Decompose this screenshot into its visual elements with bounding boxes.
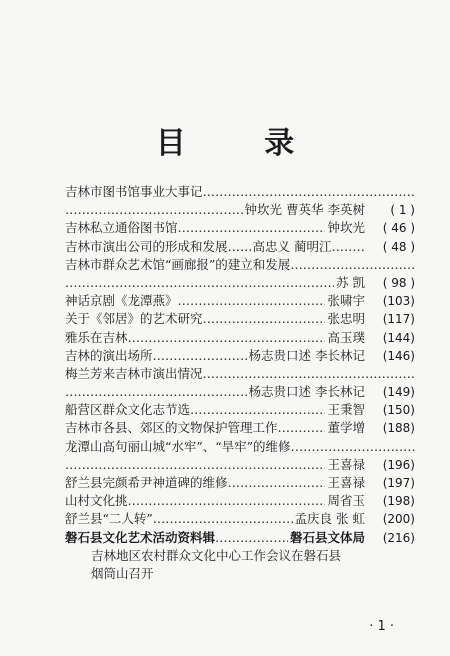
toc-entry[interactable] [65, 529, 415, 547]
toc-entry-title: 吉林市演出公司的形成和发展……高忠义 蔺明江 [65, 238, 332, 254]
toc-entry-author: 王喜禄 [327, 456, 365, 472]
toc-entry-page: (150) [382, 403, 415, 418]
toc-entry-author: 王秉智 [327, 402, 365, 418]
dot-leader [190, 401, 325, 419]
toc-entry-title: 关于《邻居》的艺术研究 [65, 311, 203, 327]
toc-entry-title: 山村文化挑 [65, 493, 128, 509]
dot-leader [65, 383, 247, 401]
toc-entry[interactable] [65, 274, 415, 292]
toc-entry-author: 钟坎光 [327, 220, 365, 236]
toc-entry[interactable] [65, 383, 415, 401]
toc-entry-page: (144) [382, 330, 415, 345]
toc-entry-page: (200) [382, 512, 415, 527]
dot-leader [215, 529, 288, 547]
toc-entry-author: 苏 凯 [336, 274, 365, 290]
toc-entry[interactable] [65, 401, 415, 419]
toc-entry-author: 王喜禄 [327, 475, 365, 490]
toc-entry[interactable] [65, 492, 415, 510]
toc-entry-author: 杨志贵口述 李长林记 [248, 384, 365, 400]
toc-entry-author: 张啸宇 [327, 293, 365, 309]
dot-leader [128, 492, 326, 510]
toc-entry-author: 孟庆良 张 虹 [294, 511, 365, 527]
dot-leader [178, 219, 326, 237]
toc-entry-page: ( 1 ) [390, 203, 415, 218]
toc-entry-page: (198) [382, 494, 415, 509]
dot-leader [228, 474, 326, 492]
dot-leader [153, 347, 247, 365]
toc-entry[interactable] [65, 438, 415, 456]
toc-entry[interactable] [65, 201, 415, 219]
toc-entry[interactable] [65, 219, 415, 237]
toc-entry-page: (103) [382, 294, 415, 309]
toc-entry-page: (149) [382, 385, 415, 400]
toc-entry-title: 舒兰县完颜希尹神道碑的维修 [65, 475, 228, 490]
toc-entry-page: (196) [382, 457, 415, 472]
toc-entry-title: 雅乐在吉林 [65, 329, 128, 345]
toc-note-line: 吉林地区农村群众文化中心工作会议在磐石县 [91, 547, 342, 563]
dot-leader [203, 310, 326, 328]
toc-entry-page: (197) [382, 476, 415, 490]
toc-entry-page: ( 98 ) [382, 275, 415, 290]
toc-entry-page: (216) [382, 530, 415, 545]
toc-entry-title: 船营区群众文化志节选 [65, 402, 191, 418]
toc-entry[interactable] [65, 310, 415, 328]
toc-entry[interactable] [65, 256, 415, 274]
toc-entry[interactable] [65, 329, 415, 347]
toc-entry-title: 吉林私立通俗图书馆 [65, 220, 178, 236]
toc-entry[interactable] [65, 474, 415, 492]
dot-leader [291, 438, 415, 456]
dot-leader [290, 256, 415, 274]
toc-entry-page: (146) [382, 348, 415, 363]
toc-entry-title: 磐石县文化艺术活动资料辑 [65, 529, 216, 545]
toc-entry-title: 舒兰县“二人转” [65, 511, 153, 527]
dot-leader [331, 238, 365, 256]
toc-entry[interactable] [65, 456, 415, 474]
dot-leader [65, 274, 334, 292]
toc-entry-title: 神话京剧《龙潭燕》 [65, 293, 178, 309]
toc-entry-author: 周省玉 [327, 493, 365, 509]
toc-entry-title: 梅兰芳来吉林市演出情况 [65, 365, 203, 381]
page-number: · 1 · [369, 619, 394, 634]
dot-leader [203, 365, 415, 383]
toc-entry[interactable] [65, 347, 415, 365]
page-title: 目 录 [155, 126, 329, 161]
toc-entry[interactable] [65, 365, 415, 383]
table-of-contents [65, 183, 415, 583]
toc-entry-page: (117) [382, 312, 415, 327]
dot-leader [178, 292, 326, 310]
toc-entry-title: 吉林市群众艺术馆“画廊报”的建立和发展 [65, 256, 291, 272]
toc-note-line: 烟筒山召开 [91, 565, 154, 581]
dot-leader [153, 510, 293, 528]
toc-entry[interactable] [65, 238, 415, 256]
dot-leader [278, 419, 326, 437]
toc-entry-author: 董学增 [327, 420, 365, 436]
toc-entry[interactable] [65, 419, 415, 437]
toc-entry-author: 磐石县文体局 [289, 529, 365, 545]
toc-entry-page: ( 46 ) [382, 221, 415, 236]
toc-entry[interactable] [65, 510, 415, 528]
toc-entry-title: 吉林的演出场所 [65, 347, 153, 363]
dot-leader [128, 329, 326, 347]
toc-entry-author: 张忠明 [327, 311, 365, 327]
dot-leader [65, 456, 325, 474]
toc-entry-title: 吉林市各县、郊区的文物保护管理工作 [65, 420, 278, 436]
toc-entry[interactable] [65, 183, 415, 201]
toc-entry[interactable] [65, 292, 415, 310]
dot-leader [203, 183, 415, 201]
dot-leader [65, 201, 243, 219]
toc-entry-author: 钟坎光 曹英华 李英树 [244, 202, 365, 218]
toc-entry-title: 吉林市图书馆事业大事记 [65, 184, 203, 199]
toc-entry-page: ( 48 ) [382, 239, 415, 254]
toc-entry-title: 龙潭山高句丽山城“水牢”、“旱牢”的维修 [65, 438, 291, 454]
toc-entry-author: 高玉璞 [327, 329, 365, 345]
toc-entry-page: (188) [382, 421, 415, 436]
toc-entry-author: 杨志贵口述 李长林记 [248, 347, 365, 363]
